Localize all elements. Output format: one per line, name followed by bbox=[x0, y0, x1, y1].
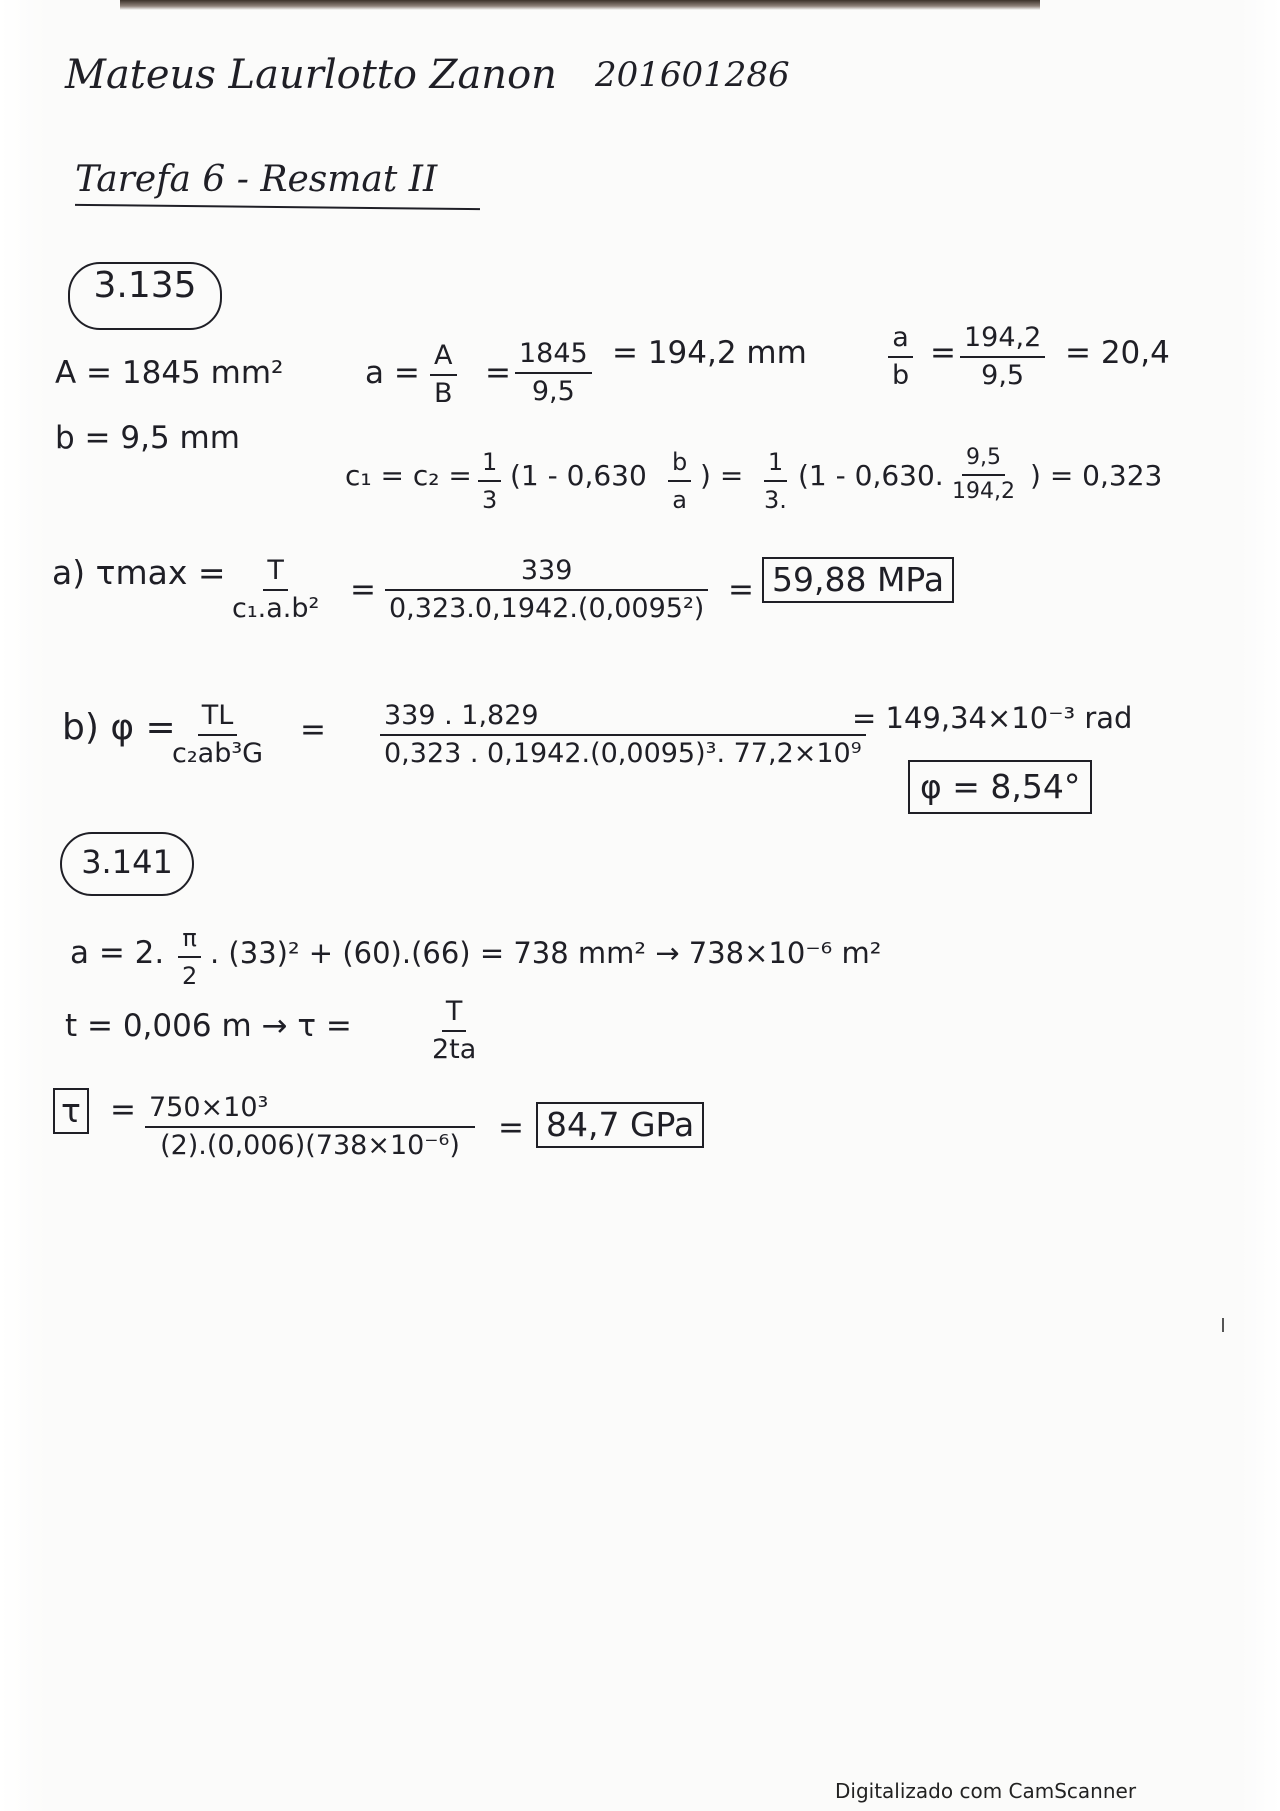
problem-3135-label: 3.135 bbox=[68, 262, 222, 330]
ratio-eq: = bbox=[930, 335, 956, 371]
phi-answer-box: φ = 8,54° bbox=[908, 760, 1092, 814]
c-third2-frac bbox=[760, 446, 791, 516]
ratio-frac-values bbox=[960, 322, 1045, 392]
tau-thin-formula-num: T bbox=[442, 996, 467, 1032]
tau-thin-eq: = bbox=[110, 1092, 136, 1128]
c-lhs: c₁ = c₂ = bbox=[345, 459, 472, 492]
problem-3141-label: 3.141 bbox=[60, 832, 194, 896]
given-area: A = 1845 mm² bbox=[55, 355, 284, 391]
thickness-line: t = 0,006 m → τ = bbox=[65, 1008, 352, 1044]
a-frac-values-num: 1845 bbox=[515, 338, 592, 374]
ratio-frac-ab-den: b bbox=[892, 360, 910, 391]
phi-sub-den: 0,323 . 0,1942.(0,0095)³. 77,2×10⁹ bbox=[384, 738, 862, 769]
title-underline bbox=[75, 204, 480, 210]
c-paren-open: (1 - 0,630 bbox=[510, 459, 647, 492]
a-frac-ab-den: B bbox=[434, 378, 453, 409]
tau-thin-sub-den: (2).(0,006)(738×10⁻⁶) bbox=[160, 1130, 460, 1161]
tau-formula-num: T bbox=[263, 555, 288, 591]
phi-sub-num: 339 . 1,829 bbox=[380, 700, 866, 736]
a-frac-values-den: 9,5 bbox=[531, 376, 575, 407]
given-b: b = 9,5 mm bbox=[55, 420, 240, 456]
area-line-rest: . (33)² + (60).(66) = 738 mm² → 738×10⁻⁶ m² bbox=[210, 936, 882, 970]
c-third2-num: 1 bbox=[764, 446, 787, 482]
pi-half-frac bbox=[178, 922, 201, 992]
paper-shadow-top bbox=[120, 0, 1040, 10]
phi-eq: = bbox=[300, 712, 326, 748]
tau-thin-answer-box: 84,7 GPa bbox=[536, 1102, 704, 1148]
c-paren-close: ) = bbox=[700, 459, 744, 492]
a-frac-ab-num: A bbox=[430, 340, 456, 376]
tau-formula-den: c₁.a.b² bbox=[232, 593, 320, 624]
a-frac-ab bbox=[430, 340, 457, 410]
ratio-frac-ab bbox=[888, 322, 913, 392]
tau-thin-sub-frac bbox=[145, 1092, 475, 1162]
c-val-frac bbox=[948, 444, 1019, 506]
tau-thin-formula-frac bbox=[428, 996, 480, 1066]
c-val-num: 9,5 bbox=[962, 444, 1005, 476]
phi-formula-frac bbox=[168, 700, 267, 770]
a-frac-values bbox=[515, 338, 592, 408]
pi-half-num: π bbox=[178, 922, 200, 958]
tau-thin-eq2: = bbox=[498, 1110, 524, 1146]
tau-sub-den: 0,323.0,1942.(0,0095²) bbox=[389, 593, 705, 624]
ratio-frac-values-den: 9,5 bbox=[981, 360, 1025, 391]
c-ba-den: a bbox=[672, 486, 687, 514]
c-result: ) = 0,323 bbox=[1030, 459, 1163, 492]
paper-edge-right bbox=[1240, 0, 1280, 1811]
part-a-label: a) τmax = bbox=[52, 553, 226, 592]
phi-result: = 149,34×10⁻³ rad bbox=[852, 701, 1133, 735]
c-ba-frac bbox=[668, 446, 691, 516]
paper-edge-left bbox=[0, 0, 46, 1811]
ratio-frac-ab-num: a bbox=[888, 322, 913, 358]
phi-sub-frac bbox=[380, 700, 866, 770]
tau-sub-frac bbox=[385, 555, 708, 625]
ratio-result: = 20,4 bbox=[1065, 335, 1170, 371]
camscanner-watermark: Digitalizado com CamScanner bbox=[835, 1779, 1137, 1803]
c-paren2-open: (1 - 0,630. bbox=[798, 459, 944, 492]
tau-thin-sub-num: 750×10³ bbox=[145, 1092, 475, 1128]
tau-formula-frac bbox=[228, 555, 323, 625]
pi-half-den: 2 bbox=[182, 962, 198, 990]
assignment-title: Tarefa 6 - Resmat II bbox=[75, 159, 438, 200]
c-val-den: 194,2 bbox=[952, 479, 1015, 504]
ratio-frac-values-num: 194,2 bbox=[960, 322, 1045, 358]
tau-eq2: = bbox=[728, 572, 754, 608]
area-line-start: a = 2. bbox=[70, 935, 165, 971]
c-third-num: 1 bbox=[478, 446, 501, 482]
a-lhs: a = bbox=[365, 355, 420, 391]
part-b-label: b) φ = bbox=[62, 707, 176, 748]
tau-sub-num: 339 bbox=[385, 555, 708, 591]
tau-thin-formula-den: 2ta bbox=[432, 1034, 477, 1065]
tau-eq: = bbox=[350, 572, 376, 608]
student-id: 201601286 bbox=[595, 55, 790, 95]
c-third2-den: 3. bbox=[764, 486, 787, 514]
student-name: Mateus Laurlotto Zanon bbox=[65, 52, 557, 98]
c-third-frac bbox=[478, 446, 501, 516]
stray-pen-mark bbox=[1222, 1318, 1224, 1332]
phi-formula-den: c₂ab³G bbox=[172, 738, 264, 769]
a-result: = 194,2 mm bbox=[612, 335, 807, 371]
c-third-den: 3 bbox=[482, 486, 498, 514]
c-ba-num: b bbox=[668, 446, 691, 482]
tau-label-box: τ bbox=[53, 1088, 89, 1134]
tau-answer-box: 59,88 MPa bbox=[762, 557, 954, 603]
a-eq: = bbox=[485, 355, 511, 391]
phi-formula-num: TL bbox=[198, 700, 238, 736]
